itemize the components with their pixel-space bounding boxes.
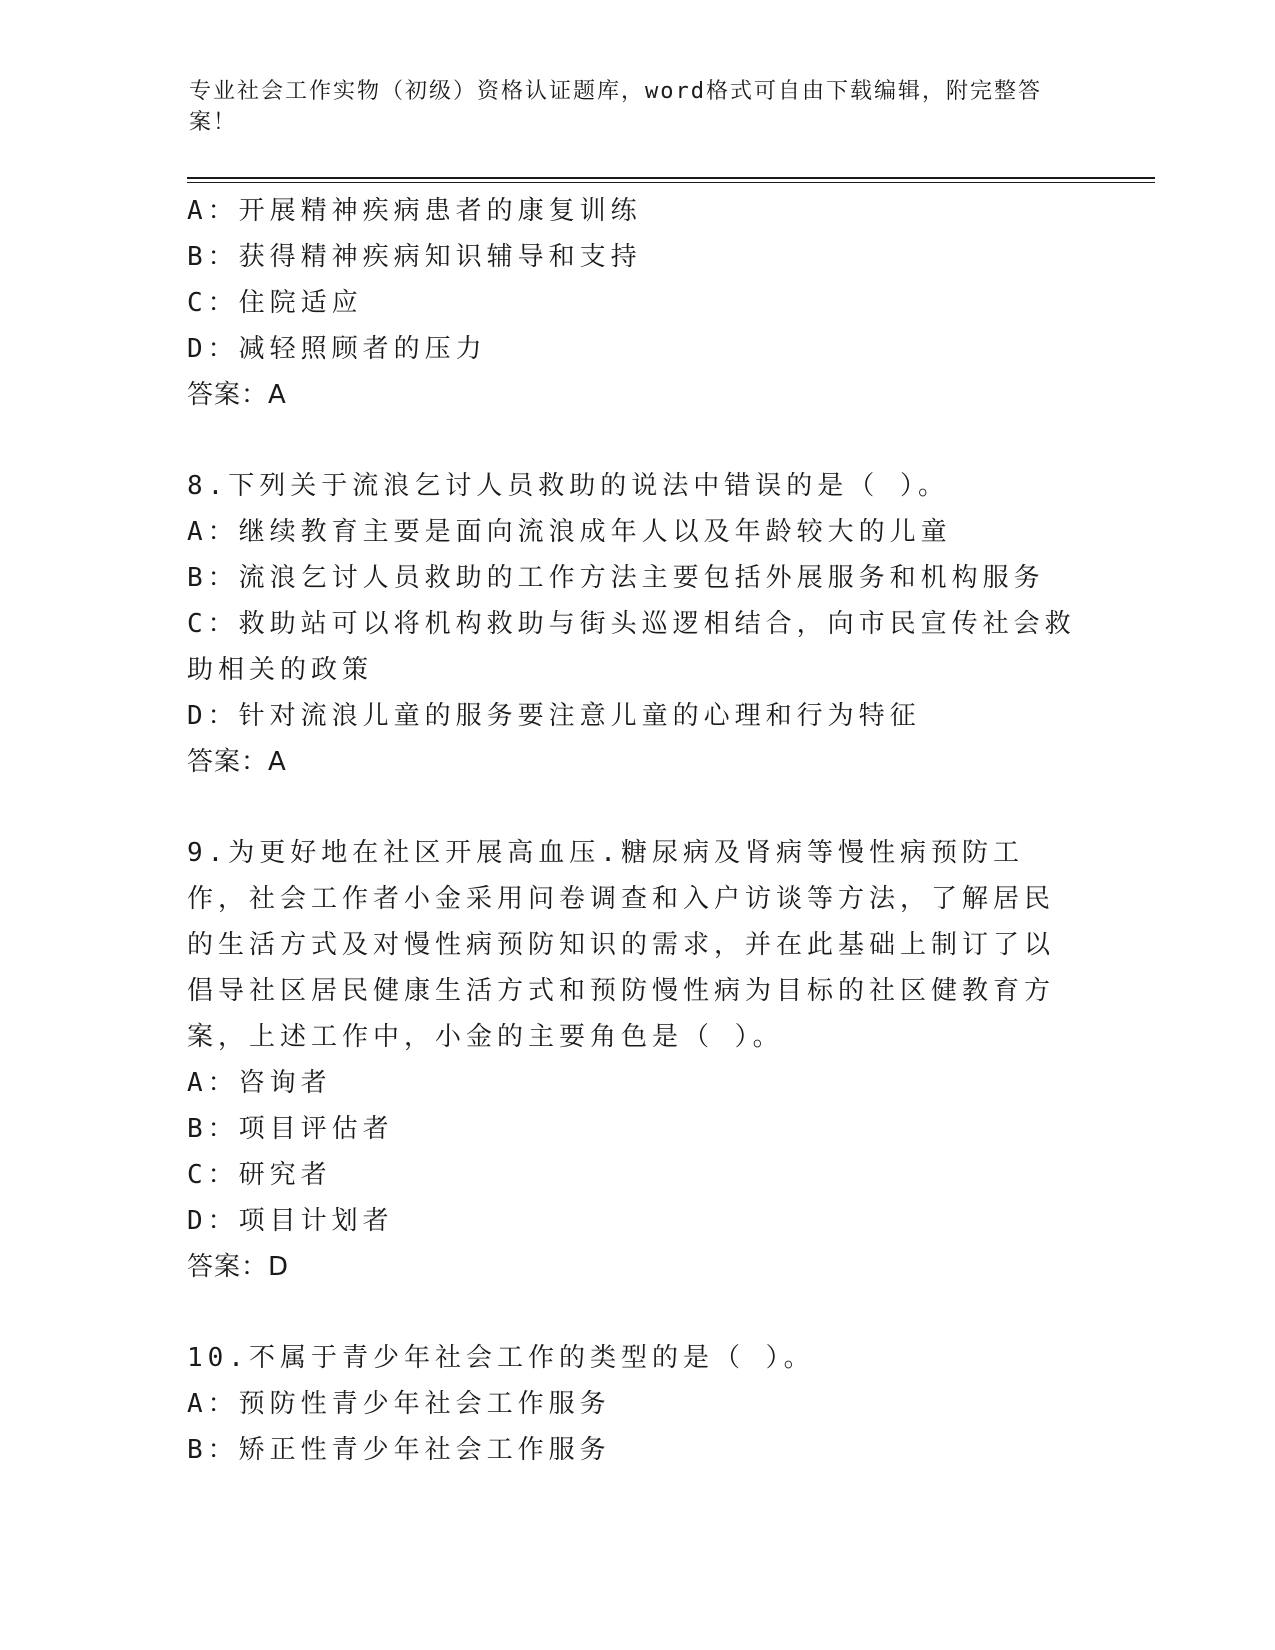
question-stem: 8.下列关于流浪乞讨人员救助的说法中错误的是（ ）。	[187, 471, 949, 501]
header-divider-thin	[187, 182, 1155, 183]
question-8-block	[187, 463, 1077, 785]
option-c: C：住院适应	[187, 288, 363, 318]
spacer	[187, 418, 1077, 463]
question-9-block	[187, 830, 1077, 1290]
answer-label: 答案：A	[187, 380, 287, 410]
option-a: A：预防性青少年社会工作服务	[187, 1389, 611, 1419]
option-a: A：开展精神疾病患者的康复训练	[187, 196, 642, 226]
option-b: B：项目评估者	[187, 1114, 394, 1144]
question-7-block	[187, 188, 1077, 418]
answer-label: 答案：A	[187, 747, 287, 777]
option-b: B：矫正性青少年社会工作服务	[187, 1435, 611, 1465]
question-10-block	[187, 1335, 1077, 1473]
document-header: 专业社会工作实物（初级）资格认证题库，word格式可自由下载编辑，附完整答案！	[189, 79, 1042, 135]
option-b: B：获得精神疾病知识辅导和支持	[187, 242, 642, 272]
option-a: A：咨询者	[187, 1068, 332, 1098]
question-stem: 10.不属于青少年社会工作的类型的是（ ）。	[187, 1343, 815, 1373]
option-d: D：针对流浪儿童的服务要注意儿童的心理和行为特征	[187, 701, 921, 731]
option-c: C：研究者	[187, 1160, 332, 1190]
option-a: A：继续教育主要是面向流浪成年人以及年龄较大的儿童	[187, 517, 952, 547]
question-stem: 9.为更好地在社区开展高血压.糖尿病及肾病等慢性病预防工作，社会工作者小金采用问卷调查和入户访谈等方法，了解居民的生活方式及对慢性病预防知识的需求，并在此基础上制订了以倡导社区居民健康生活方式和预防慢性病为目标的社区健教育方案，上述工作中，小金的主要角色是（ ）。	[187, 838, 1056, 1052]
answer-label: 答案：D	[187, 1252, 290, 1282]
option-d: D：减轻照顾者的压力	[187, 334, 487, 364]
spacer	[187, 785, 1077, 830]
header-divider-thick	[187, 177, 1155, 179]
option-b: B：流浪乞讨人员救助的工作方法主要包括外展服务和机构服务	[187, 563, 1045, 593]
option-d: D：项目计划者	[187, 1206, 394, 1236]
question-list	[187, 188, 1077, 1473]
spacer	[187, 1290, 1077, 1335]
option-c: C：救助站可以将机构救助与街头巡逻相结合，向市民宣传社会救助相关的政策	[187, 609, 1076, 685]
